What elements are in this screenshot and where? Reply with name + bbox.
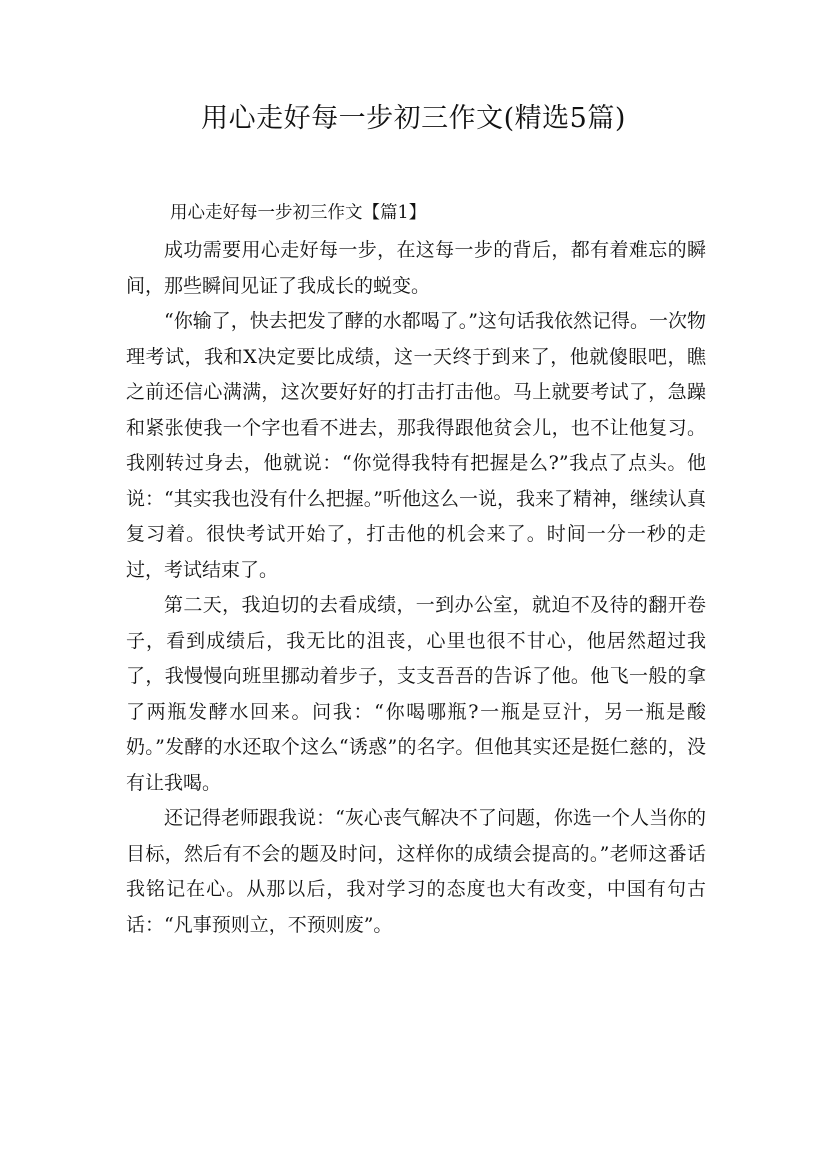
document-title: 用心走好每一步初三作文(精选5篇) bbox=[201, 103, 626, 134]
paragraph-4: 还记得老师跟我说：“灰心丧气解决不了问题，你选一个人当你的目标，然后有不会的题及时问，这样你的成绩会提高的。”老师这番话我铭记在心。从那以后，我对学习的态度也大有改变，中国有句古话：“凡事预则立，不预则废”。 bbox=[126, 807, 706, 936]
paragraph-2: “你输了，快去把发了酵的水都喝了。”这句话我依然记得。一次物理考试，我和X决定要比成绩，这一天终于到来了，他就傻眼吧，瞧之前还信心满满，这次要好好的打击打击他。马上就要考试了，急躁和紧张使我一个字也看不进去，那我得跟他贫会儿，也不让他复习。我刚转过身去，他就说：“你觉得我特有把握是么?”我点了点头。他说：“其实我也没有什么把握。”听他这么一说，我来了精神，继续认真复习着。很快考试开始了，打击他的机会来了。时间一分一秒的走过，考试结束了。 bbox=[126, 310, 706, 581]
essay-body bbox=[126, 233, 706, 943]
paragraph-3: 第二天，我迫切的去看成绩，一到办公室，就迫不及待的翻开卷子，看到成绩后，我无比的沮丧，心里也很不甘心，他居然超过我了，我慢慢向班里挪动着步子，支支吾吾的告诉了他。他飞一般的拿了两瓶发酵水回来。问我：“你喝哪瓶?一瓶是豆汁，另一瓶是酸奶。”发酵的水还取个这么“诱惑”的名字。但他其实还是挺仁慈的，没有让我喝。 bbox=[126, 594, 706, 794]
section-heading: 用心走好每一步初三作文【篇1】 bbox=[170, 203, 427, 223]
paragraph-1: 成功需要用心走好每一步，在这每一步的背后，都有着难忘的瞬间，那些瞬间见证了我成长的蜕变。 bbox=[126, 239, 706, 297]
